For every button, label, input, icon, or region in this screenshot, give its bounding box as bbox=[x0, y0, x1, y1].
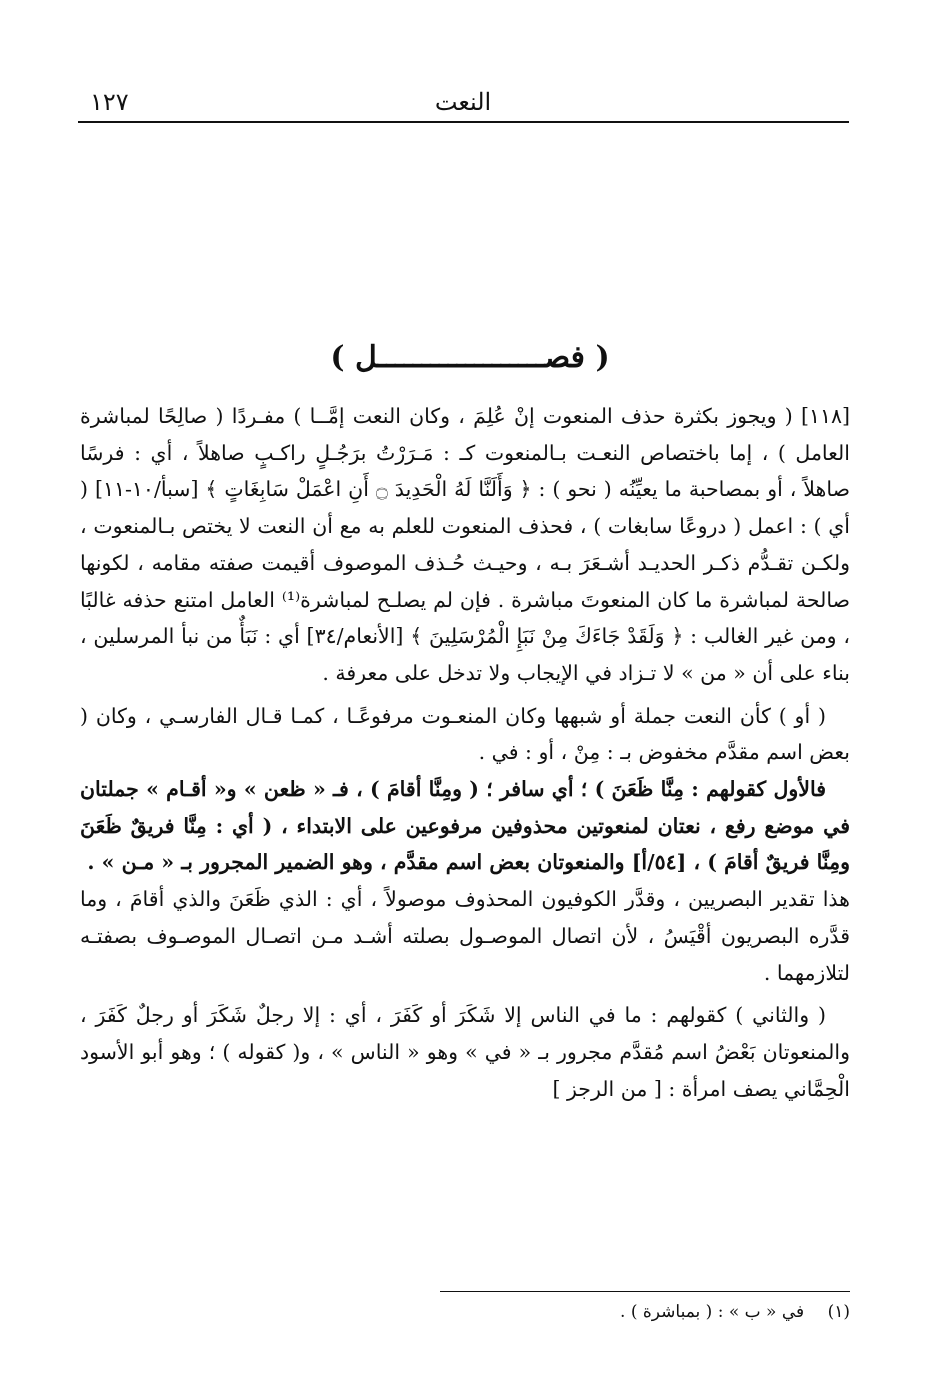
header-rule bbox=[78, 121, 849, 123]
page-number: ١٢٧ bbox=[90, 88, 129, 116]
footnote-mark: (١) bbox=[827, 1302, 850, 1322]
paragraph: فالأول كقولهم : مِنَّا ظَعَنَ ) ؛ أي سافر ؛ ( ومِنَّا أقامَ ) ، فـ « ظعن » و« أقـام » جملتان في موضع رفع ، نعتان لمنعوتين محذوفين مرفوعين على الابتداء ، ( أي : مِنَّا فريقٌ ظَعَنَ ومِنَّا فريقٌ أقامَ ) ، [٥٤/أ] والمنعوتان بعض اسم مقدَّم ، وهو الضمير المجرور بـ « مـن » . bbox=[80, 777, 850, 875]
footnote-rule bbox=[440, 1291, 850, 1292]
paragraph: ( والثاني ) كقولهم : ما في الناس إلا شَكَرَ أو كَفَرَ ، أي : إلا رجلٌ شَكَرَ أو رجلٌ كَفَرَ ، والمنعوتان بَعْضُ اسم مُقدَّم مجرور بـ « في » وهو « الناس » ، و( كقوله ) ؛ وهو أبو الأسود الْحِمَّاني يصف امرأة : [ من الرجز ] bbox=[80, 1003, 850, 1101]
paragraph: [١١٨] ( ويجوز بكثرة حذف المنعوت إنْ عُلِمَ ، وكان النعت إمَّــا ) مفـردًا ( صالِحًا لمباشرة العامل ) ، إما باختصاص النعـت بـالمنعوت كـ : مَـرَرْتُ برَجُـلٍ راكـبٍ صاهلاً ، أي : فرسًا صاهلاً ، أو بمصاحبة ما يعيِّنُه ( نحو ) : ﴿ وَأَلَنَّا لَهُ الْحَدِيدَ ۝ أَنِ اعْمَلْ سَابِغَاتٍ ﴾ [سبأ/١٠-١١] ( أي ) : اعمل ( دروعًا سابغات ) ، فحذف المنعوت للعلم به مع أن النعت لا يختص بـالمنعوت ، ولكـن تقـدُّم ذكـر الحديـد أشـعَرَ بـه ، وحيـث حُـذف الموصوف أقيمت صفته مقامه ، لكونها صالحة لمباشرة ما كان المنعوتَ مباشرة . فإن لم يصلـح لمباشرة⁽¹⁾ العامل امتنع حذفه غالبًا ، ومن غير الغالب : ﴿ وَلَقَدْ جَاءَكَ مِنْ نَبَإِ الْمُرْسَلِينَ ﴾ [الأنعام/٣٤] أي : نَبَأٌ من نبأ المرسلين ، بناء على أن « من » لا تـزاد في الإيجاب ولا تدخل على معرفة . bbox=[80, 404, 851, 685]
page-header bbox=[78, 82, 848, 122]
running-title: النعت bbox=[434, 88, 492, 116]
paragraph: ( أو ) كأن النعت جملة أو شبهها وكان المنعـوت مرفوعًـا ، كمـا قـال الفارسـي ، وكان ( بعض اسم مقدَّم مخفوض بـ : مِنْ ، أو : في . bbox=[80, 703, 850, 765]
paragraph: هذا تقدير البصريين ، وقدَّر الكوفيون المحذوف موصولاً ، أي : الذي ظَعَنَ والذي أقامَ ، وما قدَّره البصريون أقْيَسُ ، لأن اتصال الموصـول بصلته أشـد مـن اتصـال الموصـوف بصفتـه لتلازمهما . bbox=[80, 887, 850, 985]
footnote bbox=[440, 1302, 850, 1322]
section-title: ( فصـــــــــــــــــــل ) bbox=[330, 340, 610, 375]
body-text bbox=[80, 398, 850, 1107]
footnote-text: في « ب » : ( بمباشرة ) . bbox=[620, 1302, 805, 1322]
